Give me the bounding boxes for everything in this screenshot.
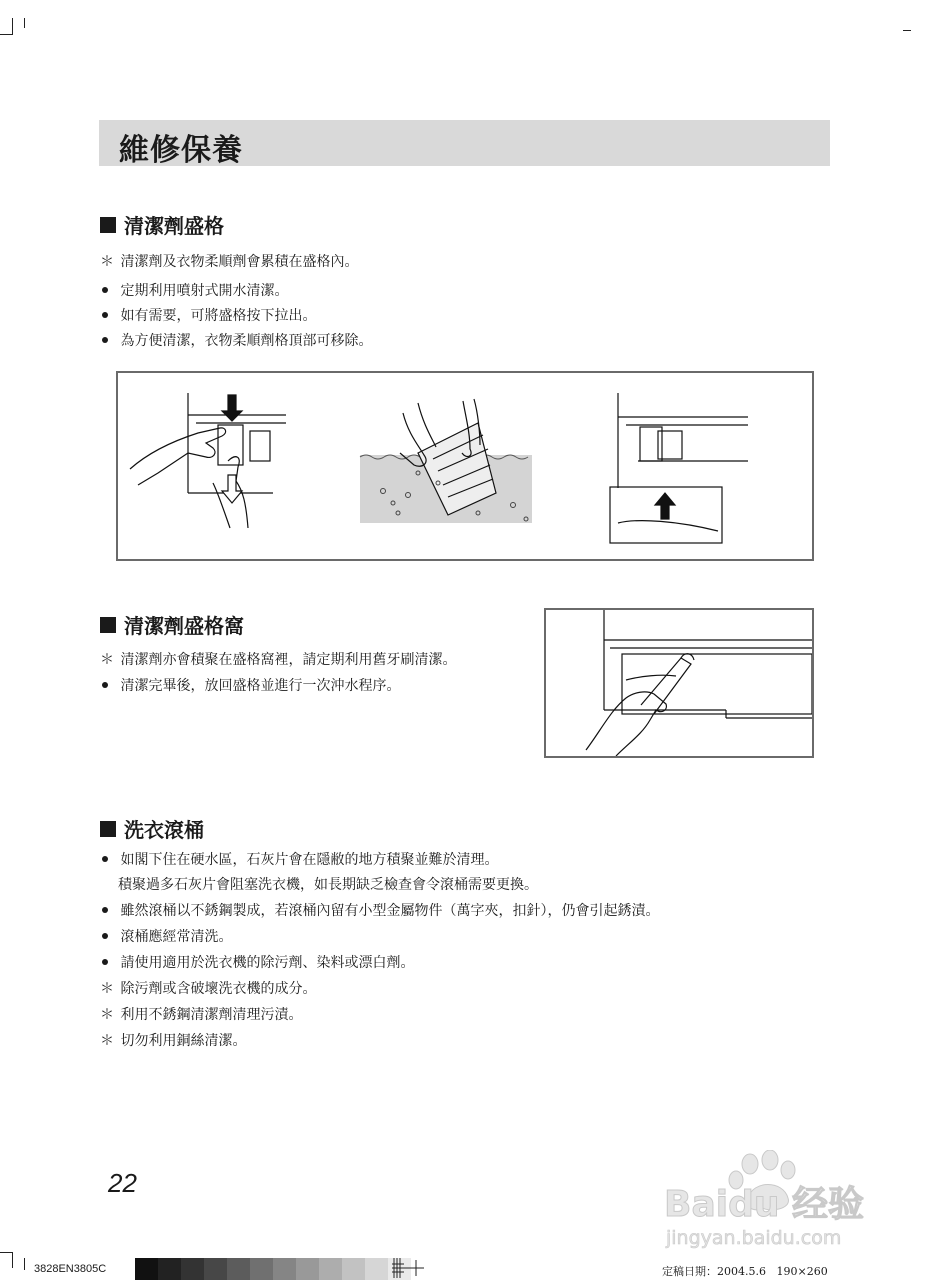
section-heading-dispenser [100, 210, 224, 239]
section-heading-text: 洗衣滾桶 [124, 818, 204, 842]
color-calibration-bar [135, 1258, 411, 1280]
bullet-icon [102, 856, 108, 862]
swatch [250, 1258, 273, 1280]
toothbrush-illustration [546, 610, 812, 756]
footer-date [662, 1263, 828, 1279]
list-item-text: 如有需要，可將盛格按下拉出。 [120, 308, 317, 324]
bullet-icon [102, 682, 108, 688]
crop-mark [12, 18, 13, 35]
asterisk-icon: ＊ [100, 254, 114, 270]
crop-mark [0, 1252, 12, 1253]
footer-size-text: 190×260 [776, 1265, 828, 1278]
list-item [118, 876, 538, 894]
crop-mark [24, 1258, 25, 1270]
title-bar [99, 120, 830, 166]
swatch [204, 1258, 227, 1280]
list-item [100, 1006, 302, 1024]
section-heading-drum [100, 814, 204, 843]
list-item-text: 切勿利用銅絲清潔。 [120, 1033, 247, 1049]
asterisk-icon: ＊ [100, 981, 114, 997]
list-item-text: 清潔劑及衣物柔順劑會累積在盛格內。 [120, 254, 359, 270]
recess-illustration-panel [544, 608, 814, 758]
bullet-icon [102, 337, 108, 343]
list-item-text: 如閣下住在硬水區，石灰片會在隱敝的地方積聚並難於清理。 [120, 852, 499, 868]
list-item [100, 902, 659, 920]
footer-document-code: 3828EN3805C [34, 1263, 107, 1275]
bullet-icon [102, 959, 108, 965]
dispenser-illustrations [118, 373, 812, 559]
swatch [296, 1258, 319, 1280]
asterisk-icon: ＊ [100, 1007, 114, 1023]
list-item-text: 清潔完畢後，放回盛格並進行一次沖水程序。 [120, 678, 401, 694]
bullet-icon [102, 287, 108, 293]
list-item-text: 定期利用噴射式開水清潔。 [120, 283, 289, 299]
swatch [135, 1258, 158, 1280]
list-item-text: 清潔劑亦會積聚在盛格窩裡，請定期利用舊牙刷清潔。 [120, 652, 457, 668]
list-item-text: 積聚過多石灰片會阻塞洗衣機，如長期缺乏檢查會令滾桶需要更換。 [118, 877, 538, 893]
section-heading-text: 清潔劑盛格窩 [124, 614, 244, 638]
swatch [158, 1258, 181, 1280]
page-title: 維修保養 [119, 133, 243, 168]
washing-drawer-illustration [360, 399, 532, 523]
list-item-text: 利用不銹鋼清潔劑清理污漬。 [120, 1007, 303, 1023]
list-item-text: 滾桶應經常清洗。 [120, 929, 233, 945]
list-item-text: 為方便清潔，衣物柔順劑格頂部可移除。 [120, 333, 373, 349]
crop-mark [903, 30, 911, 31]
list-item [100, 928, 232, 946]
list-item [100, 307, 316, 325]
footer-date-text: 定稿日期：2004.5.6 [662, 1265, 766, 1278]
crop-mark [0, 34, 12, 35]
list-item-text: 除污劑或含破壞洗衣機的成分。 [120, 981, 317, 997]
crop-mark [24, 18, 25, 28]
list-item [100, 1032, 246, 1050]
baidu-watermark-logo [658, 1150, 888, 1250]
registration-mark-icon [392, 1256, 426, 1280]
watermark-text: Baidu 经验 [664, 1184, 865, 1225]
list-item [100, 651, 456, 669]
list-item [100, 677, 400, 695]
watermark-url: jingyan.baidu.com [666, 1227, 842, 1249]
list-item-text: 雖然滾桶以不銹鋼製成，若滾桶內留有小型金屬物件（萬字夾，扣針），仍會引起銹漬。 [120, 903, 660, 919]
swatch [181, 1258, 204, 1280]
asterisk-icon: ＊ [100, 1033, 114, 1049]
crop-mark [12, 1252, 13, 1268]
asterisk-icon: ＊ [100, 652, 114, 668]
swatch [365, 1258, 388, 1280]
reinsert-drawer-illustration [610, 393, 748, 543]
list-item [100, 282, 288, 300]
section-heading-text: 清潔劑盛格 [124, 214, 224, 238]
swatch [227, 1258, 250, 1280]
list-item [100, 851, 498, 869]
list-item [100, 980, 316, 998]
list-item-text: 請使用適用於洗衣機的除污劑、染料或漂白劑。 [120, 955, 415, 971]
dispenser-illustration-panel [116, 371, 814, 561]
bullet-icon [102, 312, 108, 318]
swatch [342, 1258, 365, 1280]
heading-square-icon [100, 217, 116, 233]
swatch [273, 1258, 296, 1280]
heading-square-icon [100, 821, 116, 837]
section-heading-recess [100, 610, 244, 639]
page-number: 22 [108, 1168, 137, 1198]
list-item [100, 332, 372, 350]
bullet-icon [102, 907, 108, 913]
list-item [100, 954, 414, 972]
heading-square-icon [100, 617, 116, 633]
bullet-icon [102, 933, 108, 939]
swatch [319, 1258, 342, 1280]
press-drawer-illustration [130, 393, 286, 528]
list-item [100, 253, 358, 271]
